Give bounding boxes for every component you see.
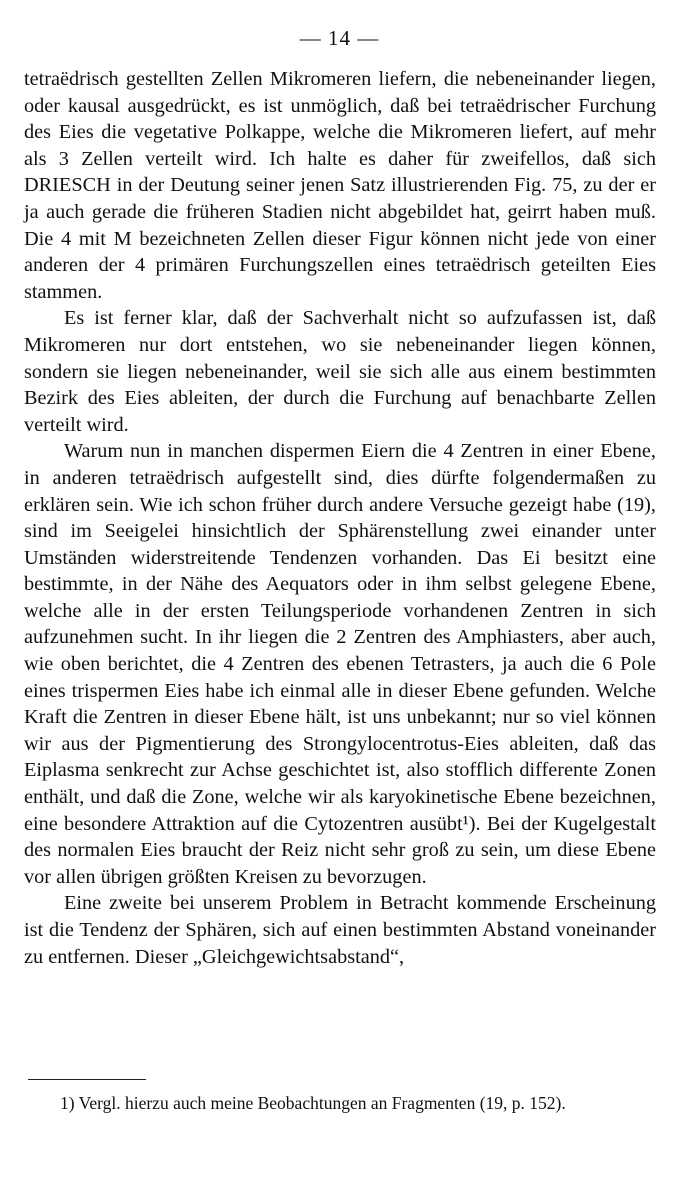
footnote-divider	[28, 1079, 146, 1080]
footnote: 1) Vergl. hierzu auch meine Beobachtungen an Fragmenten (19, p. 152).	[60, 1093, 566, 1113]
paragraph: Eine zweite bei unserem Problem in Betracht kommende Erscheinung ist die Tendenz der Sphären, sich auf einen bestimmten Abstand voneinander zu entfernen. Dieser „Gleichgewichtsabstand“,	[24, 892, 656, 968]
paragraph: Warum nun in manchen dispermen Eiern die 4 Zentren in einer Ebene, in anderen tetraëdrisch aufgestellt sind, dies dürfte folgendermaßen zu erklären sein. Wie ich schon früher durch andere Versuche gezeigt habe (19), sind im Seeigelei hinsichtlich der Sphärenstellung zwei einander unter Umständen widerstreitende Tendenzen vorhanden. Das Ei besitzt eine bestimmte, in der Nähe des Aequators oder in ihm selbst gelegene Ebene, welche alle in der ersten Teilungsperiode vorhandenen Zentren in sich aufzunehmen sucht. In ihr liegen die 2 Zentren des Amphiasters, aber auch, wie oben berichtet, die 4 Zentren des ebenen Tetrasters, ja auch die 6 Pole eines trispermen Eies habe ich einmal alle in dieser Ebene gefunden. Welche Kraft die Zentren in dieser Ebene hält, ist uns unbekannt; nur so viel können wir aus der Pigmentierung des Strongylocentrotus-Eies ableiten, daß das Eiplasma senkrecht zur Achse geschichtet ist, also stofflich differente Zonen enthält, und daß die Zone, welche wir als karyokinetische Ebene bezeichnen, eine besondere Attraktion auf die Cytozentren ausübt¹). Bei der Kugelgestalt des normalen Eies braucht der Reiz nicht sehr groß zu sein, um diese Ebene vor allen übrigen größten Kreisen zu bevorzugen.	[24, 440, 656, 888]
page-number: — 14 —	[299, 26, 380, 50]
paragraph: tetraëdrisch gestellten Zellen Mikromeren liefern, die nebeneinander liegen, oder kausal ausgedrückt, es ist unmöglich, daß bei tetraëdrischer Furchung des Eies die vegetative Polkappe, welche die Mikromeren liefert, auf mehr als 3 Zellen verteilt wird. Ich halte es daher für zweifellos, daß sich DRIESCH in der Deutung seiner jenen Satz illustrierenden Fig. 75, zu der er ja auch gerade die früheren Stadien nicht abgebildet hat, geirrt haben muß. Die 4 mit M bezeichneten Zellen dieser Figur können nicht jede von einer anderen der 4 primären Furchungszellen eines tetraëdrisch geteilten Eies stammen.	[24, 68, 656, 303]
body-text	[24, 66, 656, 970]
paragraph: Es ist ferner klar, daß der Sachverhalt nicht so aufzufassen ist, daß Mikromeren nur dort entstehen, wo sie nebeneinander liegen können, sondern sie liegen nebeneinander, weil sie sich alle aus einem bestimmten Bezirk des Eies ableiten, der durch die Furchung auf benachbarte Zellen verteilt wird.	[24, 307, 656, 436]
